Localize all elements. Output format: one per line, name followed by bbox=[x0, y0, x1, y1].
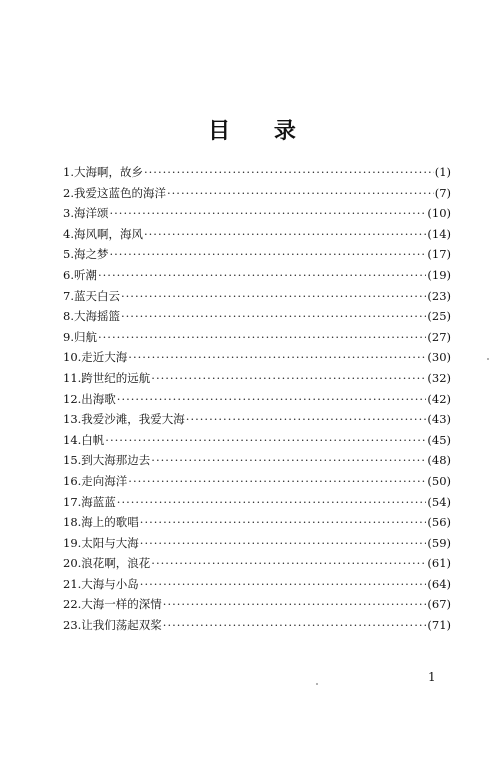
toc-entry-number: 17. bbox=[63, 494, 82, 509]
dot-leader bbox=[109, 206, 426, 220]
toc-entry-number: 2. bbox=[63, 185, 74, 200]
toc-entry-page: (23) bbox=[427, 288, 451, 303]
toc-entry-page: (64) bbox=[427, 576, 451, 591]
toc-entry bbox=[63, 185, 451, 206]
toc-entry-number: 9. bbox=[63, 329, 74, 344]
toc-entry-page: (45) bbox=[427, 432, 451, 447]
toc-entry-page: (71) bbox=[427, 618, 451, 633]
dot-leader bbox=[151, 556, 426, 570]
scan-speck bbox=[487, 358, 489, 360]
toc-entry-number: 1. bbox=[63, 165, 74, 179]
toc-entry-number: 18. bbox=[63, 515, 82, 530]
toc-entry bbox=[63, 205, 451, 226]
dot-leader bbox=[98, 330, 426, 344]
toc-entry-number: 11. bbox=[63, 370, 82, 385]
toc-entry-title: 我爱沙滩，我爱大海 bbox=[81, 412, 185, 427]
dot-leader bbox=[140, 536, 427, 550]
table-of-contents bbox=[63, 164, 451, 638]
dot-leader bbox=[151, 371, 426, 385]
toc-entry bbox=[63, 494, 451, 515]
toc-entry bbox=[63, 370, 451, 391]
toc-entry-number: 12. bbox=[63, 391, 82, 406]
dot-leader bbox=[117, 495, 427, 509]
toc-entry bbox=[63, 473, 451, 494]
toc-entry-number: 3. bbox=[63, 206, 74, 221]
toc-entry-number: 5. bbox=[63, 247, 74, 262]
toc-entry bbox=[63, 164, 451, 185]
dot-leader bbox=[98, 268, 426, 282]
toc-entry-title: 太阳与大海 bbox=[81, 535, 139, 550]
toc-entry-title: 大海摇篮 bbox=[73, 309, 120, 324]
toc-entry bbox=[63, 535, 451, 556]
dot-leader bbox=[167, 186, 434, 200]
dot-leader bbox=[121, 289, 426, 303]
toc-entry-page: (17) bbox=[427, 247, 451, 262]
toc-entry bbox=[63, 452, 451, 473]
toc-entry bbox=[63, 596, 451, 617]
toc-entry-page: (14) bbox=[427, 226, 451, 241]
toc-entry-title: 海洋颂 bbox=[73, 206, 109, 221]
toc-entry-title: 白帆 bbox=[81, 432, 105, 447]
dot-leader bbox=[121, 309, 426, 323]
toc-entry-title: 让我们荡起双桨 bbox=[81, 618, 162, 633]
dot-leader bbox=[163, 618, 427, 632]
toc-entry-number: 14. bbox=[63, 432, 82, 447]
toc-entry-title: 海风啊，海风 bbox=[73, 226, 143, 241]
toc-entry-title: 海之梦 bbox=[73, 247, 109, 262]
toc-entry-page: (1) bbox=[434, 165, 451, 179]
toc-entry-number: 4. bbox=[63, 226, 74, 241]
toc-entry-number: 19. bbox=[63, 535, 82, 550]
toc-entry-title: 到大海那边去 bbox=[81, 453, 151, 468]
toc-entry-page: (50) bbox=[427, 473, 451, 488]
toc-entry-title: 听潮 bbox=[73, 267, 97, 282]
toc-entry bbox=[63, 246, 451, 267]
toc-entry-number: 23. bbox=[63, 618, 82, 633]
toc-entry-page: (27) bbox=[427, 329, 451, 344]
dot-leader bbox=[140, 515, 427, 529]
toc-entry bbox=[63, 391, 451, 412]
toc-entry-page: (61) bbox=[427, 556, 451, 571]
dot-leader bbox=[117, 392, 427, 406]
toc-entry-title: 大海与小岛 bbox=[81, 576, 139, 591]
toc-entry-title: 跨世纪的远航 bbox=[81, 370, 151, 385]
toc-entry bbox=[63, 411, 451, 432]
dot-leader bbox=[144, 165, 434, 179]
toc-entry bbox=[63, 617, 451, 638]
toc-entry-title: 海蓝蓝 bbox=[81, 494, 116, 509]
toc-entry bbox=[63, 349, 451, 370]
page-title: 目 录 bbox=[208, 119, 314, 144]
dot-leader bbox=[163, 597, 427, 611]
scan-speck bbox=[316, 683, 318, 685]
toc-entry bbox=[63, 288, 451, 309]
toc-entry-title: 大海啊，故乡 bbox=[73, 165, 143, 179]
dot-leader bbox=[151, 453, 426, 467]
toc-entry-page: (42) bbox=[427, 391, 451, 406]
page-number: 1 bbox=[428, 670, 436, 684]
dot-leader bbox=[128, 474, 426, 488]
toc-entry bbox=[63, 226, 451, 247]
toc-entry-page: (59) bbox=[427, 535, 451, 550]
toc-entry-number: 10. bbox=[63, 350, 82, 365]
toc-entry-page: (54) bbox=[427, 494, 451, 509]
toc-entry bbox=[63, 267, 451, 288]
toc-entry-page: (10) bbox=[427, 206, 451, 221]
toc-entry-title: 我爱这蓝色的海洋 bbox=[73, 185, 166, 200]
toc-entry-page: (19) bbox=[427, 267, 451, 282]
toc-entry-number: 13. bbox=[63, 412, 82, 427]
toc-entry-page: (7) bbox=[434, 185, 451, 200]
toc-entry-title: 蓝天白云 bbox=[73, 288, 120, 303]
toc-entry-number: 21. bbox=[63, 576, 82, 591]
toc-entry-title: 大海一样的深情 bbox=[81, 597, 162, 612]
toc-entry bbox=[63, 555, 451, 576]
toc-entry-number: 22. bbox=[63, 597, 82, 612]
toc-entry-page: (30) bbox=[427, 350, 451, 365]
toc-entry-page: (25) bbox=[427, 309, 451, 324]
toc-entry-title: 归航 bbox=[73, 329, 97, 344]
toc-entry bbox=[63, 576, 451, 597]
toc-entry-page: (67) bbox=[427, 597, 451, 612]
toc-entry-number: 7. bbox=[63, 288, 74, 303]
dot-leader bbox=[105, 433, 426, 447]
toc-entry bbox=[63, 329, 451, 350]
dot-leader bbox=[128, 350, 426, 364]
toc-entry-page: (56) bbox=[427, 515, 451, 530]
dot-leader bbox=[140, 577, 427, 591]
toc-entry-page: (48) bbox=[427, 453, 451, 468]
toc-entry-number: 6. bbox=[63, 267, 74, 282]
dot-leader bbox=[186, 412, 427, 426]
toc-entry-title: 走向海洋 bbox=[81, 473, 128, 488]
toc-entry-title: 浪花啊，浪花 bbox=[81, 556, 151, 571]
toc-entry bbox=[63, 308, 451, 329]
toc-entry-number: 16. bbox=[63, 473, 82, 488]
toc-entry-page: (43) bbox=[427, 412, 451, 427]
toc-entry-number: 15. bbox=[63, 453, 82, 468]
toc-entry-number: 8. bbox=[63, 309, 74, 324]
dot-leader bbox=[144, 227, 426, 241]
dot-leader bbox=[109, 247, 426, 261]
toc-entry-title: 海上的歌唱 bbox=[81, 515, 139, 530]
toc-entry-page: (32) bbox=[427, 370, 451, 385]
toc-entry-title: 出海歌 bbox=[81, 391, 116, 406]
toc-entry bbox=[63, 514, 451, 535]
toc-entry-title: 走近大海 bbox=[81, 350, 128, 365]
toc-entry bbox=[63, 432, 451, 453]
toc-entry-number: 20. bbox=[63, 556, 82, 571]
